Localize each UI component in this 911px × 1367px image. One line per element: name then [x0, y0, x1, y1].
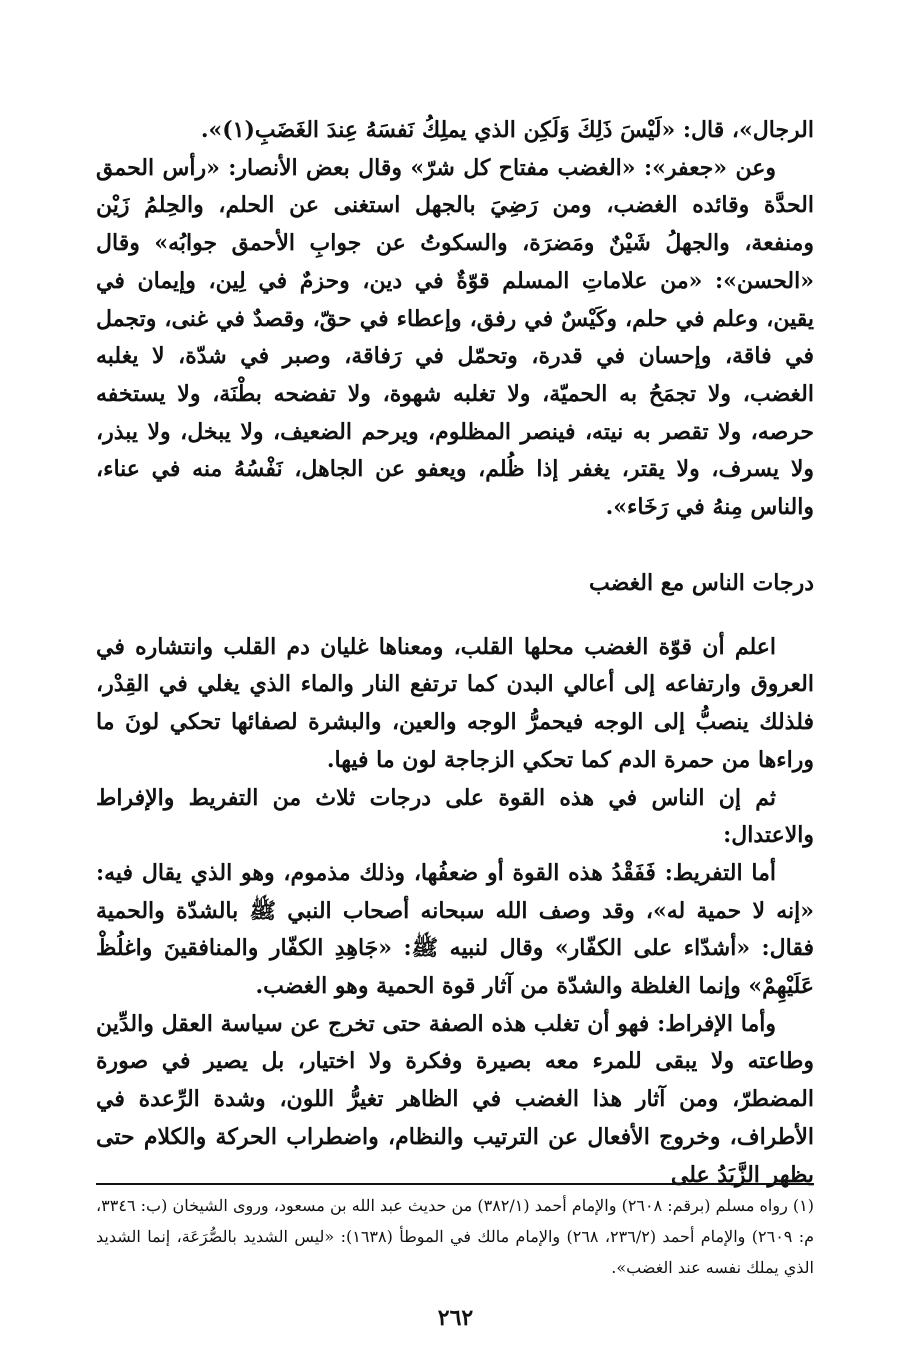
paragraph-hadith: الرجال»، قال: «لَيْسَ ذَلِكَ وَلَكِن الذي يملِكُ نَفسَهُ عِندَ الغَضَبِ(١)». — [200, 117, 814, 143]
paragraph-deficiency: أما التفريط: فَفَقْدُ هذه القوة أو ضعفُها، وذلك مذموم، وهو الذي يقال فيه: «إنه لا حمية له»، وقد وصف الله سبحانه أصحاب النبي ﷺ بالشدّة والحمية فقال: «أشدّاء على الكفّار» وقال لنبيه ﷺ: «جَاهِدِ الكفّار والمنافقينَ واغلُظْ عَلَيْهِمْ» وإنما الغلظة والشدّة من آثار قوة الحمية وهو الغضب. — [96, 859, 814, 1000]
footnotes — [96, 1190, 814, 1283]
section-heading: درجات الناس مع الغضب — [588, 569, 814, 596]
paragraph-sayings: وعن «جعفر»: «الغضب مفتاح كل شرّ» وقال بعض الأنصار: «رأس الحمق الحدَّة وقائده الغضب، ومن رَضِيَ بالجهل استغنى عن الحلم، والحِلمُ زَيْن ومنفعة، والجهلُ شَيْنٌ ومَضرَة، والسكوتُ عن جوابِ الأحمق جوابُه» وقال «الحسن»: «من علاماتِ المسلم قوّةٌ في دين، وحزمٌ في لِين، وإيمان في يقين، وعلم في حلم، وكَيْسٌ في رفق، وإعطاء في حقّ، وقصدٌ في غنى، وتجمل في فاقة، وإحسان في قدرة، وتحمّل في رَفاقة، وصبر في شدّة، لا يغلبه الغضب، ولا تجمَحُ به الحميّة، ولا تغلبه شهوة، ولا تفضحه بطْنَة، ولا يستخفه حرصه، ولا تقصر به نيته، فينصر المظلوم، ويرحم الضعيف، ولا يبخل، ولا يبذر، ولا يسرف، ولا يقتر، يغفر إذا ظُلم، ويعفو عن الجاهل، نَفْسُهُ منه في عناء، والناس مِنهُ في رَخَاء». — [96, 154, 814, 521]
paragraph-anger-definition: اعلم أن قوّة الغضب محلها القلب، ومعناها غليان دم القلب وانتشاره في العروق وارتفاعه إلى أعالي البدن كما ترتفع النار والماء الذي يغلي في القِدْر، فلذلك ينصبُّ إلى الوجه فيحمرُّ الوجه والعين، والبشرة لصفائها تحكي لونَ ما وراءها من حمرة الدم كما تحكي الزجاجة لون ما فيها. — [96, 633, 814, 773]
page-body — [96, 112, 814, 1194]
paragraph-excess: وأما الإفراط: فهو أن تغلب هذه الصفة حتى تخرج عن سياسة العقل والدِّين وطاعته ولا يبقى للمرء معه بصيرة وفكرة ولا اختيار، بل يصير في صورة المضطرّ، ومن آثار هذا الغضب في الظاهر تغيرُّ اللون، وشدة الرِّعدة في الأطراف، وخروج الأفعال عن الترتيب والنظام، واضطراب الحركة والكلام حتى يظهر الزَّبَدُ على — [96, 1010, 814, 1188]
page-number: ٢٦٢ — [437, 1305, 474, 1331]
section-body — [96, 629, 814, 1195]
paragraph-three-degrees: ثم إن الناس في هذه القوة على درجات ثلاث من التفريط والإفراط والاعتدال: — [96, 784, 814, 849]
footnote-divider — [96, 1183, 814, 1185]
footnote-1: (١) رواه مسلم (برقم: ٢٦٠٨) والإمام أحمد (٣٨٢/١) من حديث عبد الله بن مسعود، وروى الشيخان (ب: ٣٣٤٦، م: ٢٦٠٩) والإمام أحمد (٢٣٦/٢، ٢٦٨) والإمام مالك في الموطأ (١٦٣٨): «ليس الشديد بالصُّرَعَة، إنما الشديد الذي يملك نفسه عند الغضب». — [96, 1196, 815, 1277]
